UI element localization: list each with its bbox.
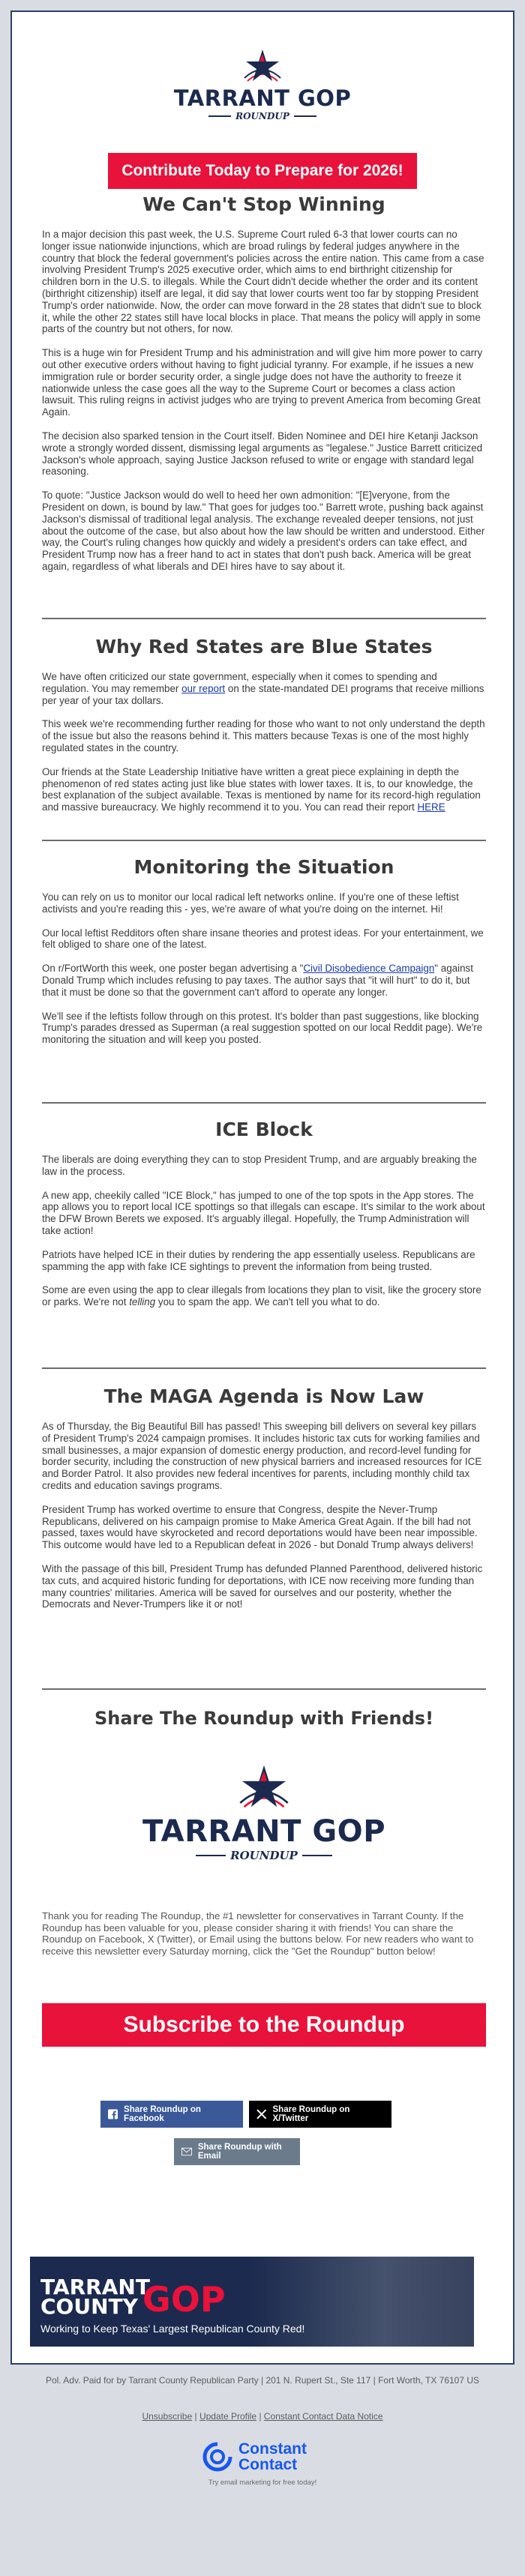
- paragraph: With the passage of this bill, President Trump has defunded Planned Parenthood, delivered historic tax cuts, and acquired historic funding for deportations, with ICE now receiving more funding than many countries' militaries. America will be saved for ourselves and our posterity, whether the Democrats and Never-Trumpers like it or not!: [42, 1562, 483, 1610]
- divider: [42, 840, 486, 841]
- contribute-button[interactable]: Contribute Today to Prepare for 2026!: [108, 153, 417, 189]
- banner-line2: COUNTY: [40, 2294, 138, 2319]
- section-ice-block: [42, 1119, 486, 1308]
- share-email-row: [174, 2138, 300, 2165]
- paragraph: Patriots have helped ICE in their duties by rendering the app essentially useless. Republicans are spamming the app with fake ICE sightings to prevent the information from being trusted.: [42, 1248, 476, 1272]
- tarrant-county-banner[interactable]: [30, 2257, 474, 2347]
- share-logo: [12, 1763, 516, 1862]
- paragraph: To quote: "Justice Jackson would do well to heed her own admonition: "[E]veryone, from the President on down, is bound by law." That goes for judges too." Barrett wrote, pushing back against Jackson's dismissal of traditional legal analysis. The exchange revealed deeper tensions, not just about the outcome of the case, but also about how the law should be written and understood. Either way, the Court's ruling changes how quickly and widely a president's orders can take effect, and President Trump now has a freer hand to act in states that don't push back. America will be great again, regardless of what liberals and DEI hires have to say about it.: [42, 490, 485, 572]
- constant-contact-logo[interactable]: [202, 2441, 307, 2473]
- divider: [42, 1102, 486, 1104]
- paragraph: The liberals are doing everything they can to stop President Trump, and are arguably breaking the law in the process.: [42, 1154, 477, 1177]
- share-buttons-row: [100, 2101, 392, 2128]
- update-profile-link[interactable]: Update Profile: [199, 2411, 256, 2422]
- divider: [42, 1367, 486, 1369]
- subscribe-button[interactable]: Subscribe to the Roundup: [42, 2003, 486, 2047]
- banner-tagline: Working to Keep Texas' Largest Republican County Red!: [40, 2323, 305, 2335]
- logo-sub: ROUNDUP: [230, 1849, 298, 1862]
- paragraph: We have often criticized our state government, especially when it comes to spending and regulation. You may remember our report on the state-mandated DEI programs that receive millions per year of your tax dollars.: [42, 671, 484, 706]
- paragraph: Our friends at the State Leadership Initiative have written a great piece explaining in depth the phenomenon of red states acting just like blue states with lower taxes. It is, to our knowledge, the best explanation of the subject available. Texas is mentioned by name for its record-high regulation and massive bureaucracy. We highly recommend it to you. You can read their report HERE: [42, 765, 481, 813]
- paragraph: You can rely on us to monitor our local radical left networks online. If you're one of these leftist activists and you're reading this - yes, we're aware of what you're doing on the internet. Hi!: [42, 891, 459, 915]
- report-here-link[interactable]: HERE: [417, 801, 446, 813]
- share-text: Thank you for reading The Roundup, the #1 newsletter for conservatives in Tarrant County. If the Roundup has been valuable for you, please consider sharing it with friends! You can share the Roundup on Facebook, X (Twitter), or Email using the buttons below. For new readers who want to receive this newsletter every Saturday morning, click the "Get the Roundup" button below!: [42, 1910, 474, 1957]
- section-title: ICE Block: [215, 1119, 313, 1140]
- unsubscribe-link[interactable]: Unsubscribe: [142, 2411, 193, 2422]
- paragraph: Our local leftist Redditors often share insane theories and protest ideas. For your entertainment, we felt obliged to share one of the latest.: [42, 927, 484, 951]
- paragraph: On r/FortWorth this week, one poster began advertising a "Civil Disobedience Campaign" against Donald Trump which includes refusing to pay taxes. The author says that "it will hurt" to do it, but that it must be done so that the government can't afford to operate any longer.: [42, 963, 473, 998]
- share-facebook-button[interactable]: Share Roundup on Facebook: [100, 2101, 243, 2128]
- divider: [42, 1688, 486, 1690]
- share-x-button[interactable]: Share Roundup on X/Twitter: [249, 2101, 392, 2128]
- section-red-states: [42, 636, 486, 813]
- logo-sub: ROUNDUP: [236, 111, 290, 121]
- section-title: Monitoring the Situation: [134, 856, 394, 878]
- section-maga-agenda: [42, 1385, 486, 1610]
- banner-gop: GOP: [142, 2279, 226, 2320]
- divider: [42, 618, 486, 619]
- paid-for-notice: Pol. Adv. Paid for by Tarrant County Republican Party | 201 N. Rupert St., Ste 117 | Fort Worth, TX 76107 US: [45, 2375, 480, 2386]
- footer-links: Unsubscribe | Update Profile | Constant Contact Data Notice: [142, 2411, 383, 2422]
- star-logo-icon: [232, 1763, 296, 1819]
- header-logo[interactable]: [12, 48, 513, 121]
- section-title: We Can't Stop Winning: [142, 193, 386, 215]
- logo-name: TARRANT GOP: [173, 85, 352, 111]
- paragraph: A new app, cheekily called "ICE Block," has jumped to one of the top spots in the App stores. The app allows you to report local ICE spottings so that illegals can escape. It's similar to the work about the DFW Brown Berets we exposed. It's arguably illegal. Hopefully, the Trump Administration will take action!: [42, 1189, 485, 1236]
- share-section: [42, 1708, 486, 1729]
- data-notice-link[interactable]: Constant Contact Data Notice: [263, 2411, 383, 2422]
- paragraph: The decision also sparked tension in the Court itself. Biden Nominee and DEI hire Ketanji Jackson wrote a strongly worded dissent, dismissing legal arguments as "legalese." Justice Barrett criticized Jackson's whole approach, saying Justice Jackson refused to write or engage with standard legal reasoning.: [42, 430, 483, 478]
- section-stop-winning: [42, 193, 486, 573]
- paragraph: In a major decision this past week, the U.S. Supreme Court ruled 6-3 that lower courts can no longer issue nationwide injunctions, which are broad rulings by federal judges anywhere in the country that block the federal government's policies across the entire nation. This came from a case involving President Trump's 2025 executive order, which aims to end birthright citizenship for children born in the U.S. to illegals. While the Court didn't decide whether the order and its content (birthright citizenship) itself are legal, it did say that lower courts went too far by stopping President Trump's order nationwide. Now, the order can move forward in the 28 states that didn't sue to block it, while the other 22 states still have local blocks in place. That means the policy will apply in some parts of the country but not others, for now.: [42, 229, 484, 335]
- cc-name-1: Constant: [238, 2440, 307, 2458]
- star-logo-icon: [240, 48, 285, 90]
- facebook-icon: [108, 2109, 118, 2119]
- share-title: Share The Roundup with Friends!: [94, 1708, 434, 1729]
- civil-disobedience-link[interactable]: Civil Disobedience Campaign: [303, 963, 435, 975]
- banner-line1: TARRANT: [40, 2275, 150, 2299]
- share-email-button[interactable]: Share Roundup with Email: [174, 2138, 300, 2165]
- section-title: The MAGA Agenda is Now Law: [104, 1385, 424, 1407]
- share-text-block: [42, 1910, 486, 1957]
- constant-contact-icon: [202, 2442, 232, 2472]
- cc-name-2: Contact: [238, 2456, 298, 2473]
- section-monitoring: [42, 856, 486, 1046]
- section-title: Why Red States are Blue States: [95, 636, 433, 657]
- logo-name: TARRANT GOP: [142, 1814, 386, 1849]
- paragraph: President Trump has worked overtime to ensure that Congress, despite the Never-Trump Republicans, delivered on his campaign promise to Make America Great Again. If the bill had not passed, taxes would have skyrocketed and record deportations would have been near impossible. This outcome would have led to a Republican defeat in 2026 - but Donald Trump always delivers!: [42, 1503, 478, 1551]
- email-icon: [182, 2147, 192, 2156]
- paragraph: This week we're recommending further reading for those who want to not only understand the depth of the issue but also the reasons behind it. This matters because Texas is one of the most highly regulated states in the country.: [42, 718, 485, 753]
- our-report-link[interactable]: our report: [182, 682, 226, 694]
- cc-tagline: Try email marketing for free today!: [208, 2479, 317, 2487]
- x-logo-icon: [256, 2109, 267, 2119]
- paragraph: This is a huge win for President Trump and his administration and will give him more power to carry out other executive orders without having to fight judicial tyranny. For example, if he issues a new immigration rule or border security order, a single judge does not have the authority to freeze it nationwide unless the case goes all the way to the Supreme Court or becomes a class action lawsuit. This ruling reigns in activist judges who are trying to prevent America from becoming Great Again.: [42, 347, 483, 418]
- paragraph: As of Thursday, the Big Beautiful Bill has passed! This sweeping bill delivers on several key pillars of President Trump's 2024 campaign promises. It includes historic tax cuts for working families and small businesses, a major expansion of domestic energy production, and record-level funding for border security, including the construction of new physical barriers and increased resources for ICE and Border Patrol. It also provides new federal incentives for parents, including monthly child tax credits and education savings programs.: [42, 1421, 482, 1491]
- paragraph: Some are even using the app to clear illegals from locations they plan to visit, like the grocery store or parks. We're not telling you to spam the app. We can't tell you what to do.: [42, 1284, 482, 1308]
- newsletter-card: [10, 10, 514, 2365]
- paragraph: We'll see if the leftists follow through on this protest. It's bolder than past suggestions, like blocking Trump's parades dressed as Superman (a real suggestion spotted on our local Reddit page). We're monitoring the situation and will keep you posted.: [42, 1010, 483, 1046]
